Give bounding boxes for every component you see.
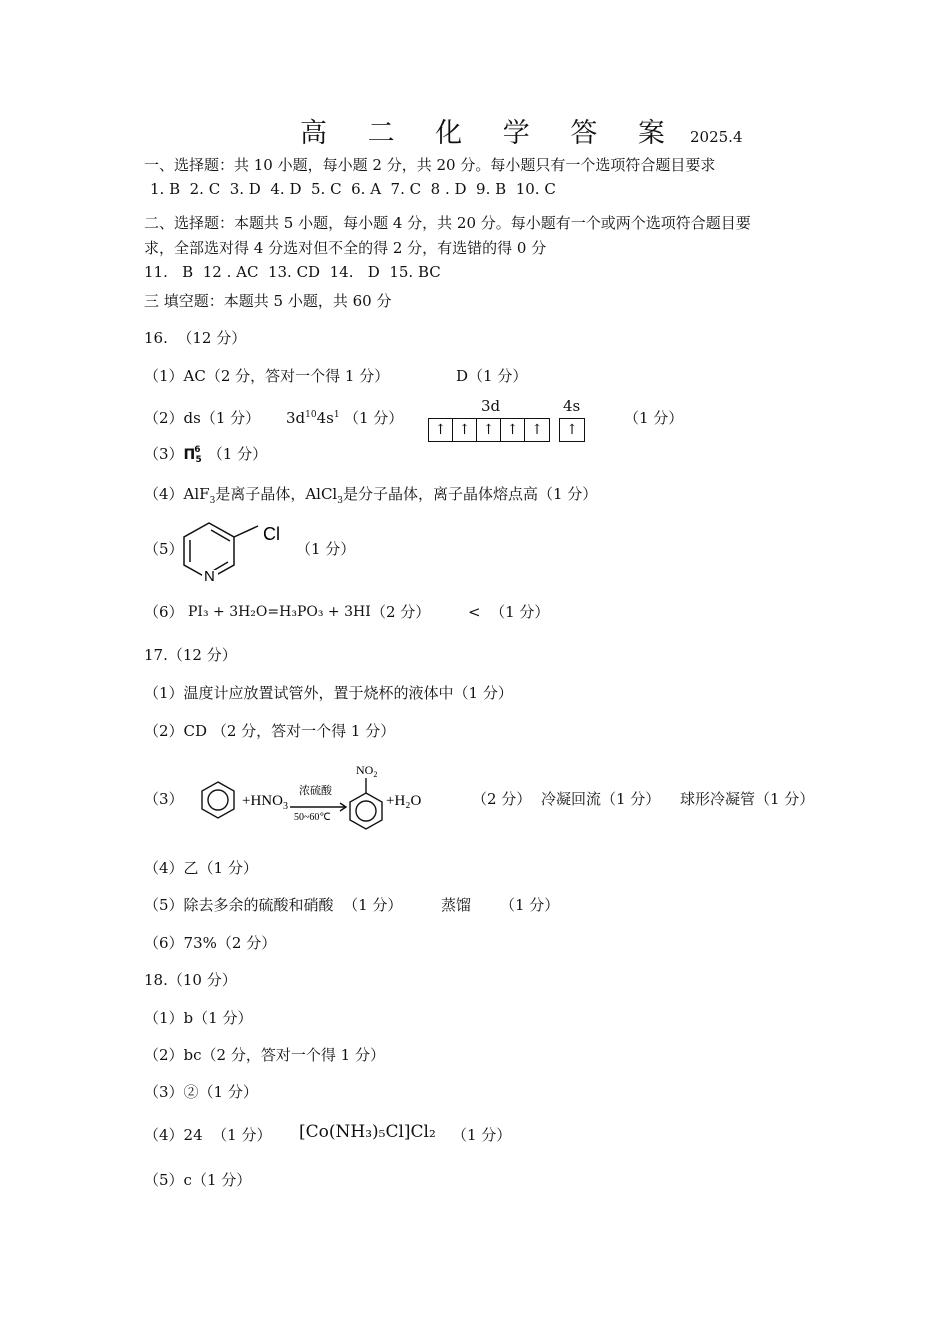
q16-part6-equation: PI₃ + 3H₂O=H₃PO₃ + 3HI [188,604,371,620]
q17-part3-score: （2 分） [472,790,532,808]
q17-part3-prefix: （3） [144,790,184,808]
pi-bond-symbol: $\Pi^6_5$ [183,445,202,465]
orbital-label-3d: 3d [481,397,501,415]
q17-part1: （1）温度计应放置试管外，置于烧杯的液体中（1 分） [144,684,513,702]
q18-part3: （3）②（1 分） [144,1083,258,1101]
q16-part6-prefix: （6） [144,603,184,621]
q17-part4: （4）乙（1 分） [144,859,258,877]
exam-date: 2025.4 [690,128,743,146]
q18-part4-a: （4）24 （1 分） [144,1126,272,1144]
q16-part4: （4）AlF$_3$是离子晶体，AlCl$_3$是分子晶体，离子晶体熔点高（1 分） [144,485,598,506]
q16-electron-config: $3d^{10}4s^1$ [286,409,340,427]
electron-up-arrow-icon: ↑ [501,419,525,441]
orbital-4s-box [559,418,585,442]
q17-part2: （2）CD （2 分，答对一个得 1 分） [144,722,396,740]
q17-part5-a: （5）除去多余的硫酸和硝酸 （1 分） [144,896,403,914]
q16-part3: $(3)\Pi^6_5$ （1 分） [144,445,268,465]
q17-part5-b: 蒸馏 [441,896,472,914]
q16-part5-prefix: （5） [144,540,184,558]
electron-up-arrow-icon: ↑ [477,419,501,441]
q16-part6-score: （2 分） [371,603,431,621]
electron-up-arrow-icon: ↑ [531,422,543,438]
q17-part5-c: （1 分） [500,896,560,914]
q16-part2-c: （1 分） [624,409,684,427]
chloropyridine-structure [180,518,295,586]
section1-heading: 一、选择题：共 10 小题，每小题 2 分，共 20 分。每小题只有一个选项符合题目要求 [144,156,716,174]
orbital-3d-box [428,418,550,442]
q18-part4-score: （1 分） [452,1126,512,1144]
electron-up-arrow-icon: ↑ [453,419,477,441]
q18-part5: （5）c（1 分） [144,1171,252,1189]
q17-header: 17.（12 分） [144,646,237,664]
nitro-group-label: $NO_2$ [356,763,378,779]
page-title: 高 二 化 学 答 案 [300,118,681,149]
q16-part1-a: （1）AC（2 分，答对一个得 1 分） [144,367,390,385]
q16-part1-b: D（1 分） [456,367,528,385]
nitration-reaction-scheme [196,762,440,834]
chlorine-atom-label: Cl [263,524,280,544]
section3-heading: 三 填空题：本题共 5 小题，共 60 分 [144,292,392,310]
catalyst-label: 浓硫酸 [299,784,332,797]
temperature-condition-label: 50~60℃ [294,812,331,823]
q17-part3-b: 冷凝回流（1 分） [541,790,661,808]
q18-header: 18.（10 分） [144,971,237,989]
nitrogen-atom-label: N [204,568,215,585]
q16-part5-score: （1 分） [296,540,356,558]
orbital-label-4s: 4s [563,397,581,415]
electron-up-arrow-icon: ↑ [566,422,578,438]
q16-part6-b: < （1 分） [468,603,550,621]
section2-heading-line2: 求，全部选对得 4 分选对但不全的得 2 分，有选错的得 0 分 [144,239,547,257]
benzene-ring-circle [208,790,228,810]
nitrobenzene-ring-circle [356,801,376,821]
section2-answers: 11. B 12 . AC 13. CD 14. D 15. BC [144,263,441,281]
water-label: +H₂O [386,793,422,809]
q17-part3-c: 球形冷凝管（1 分） [680,790,815,808]
q18-complex-formula: [Co(NH₃)₅Cl]Cl₂ [299,1122,436,1142]
q18-part1: （1）b（1 分） [144,1009,253,1027]
nitrobenzene-ring [350,793,382,829]
section2-heading-line1: 二、选择题：本题共 5 小题，每小题 4 分，共 20 分。每小题有一个或两个选项符合题目要 [144,214,751,232]
q16-part2-score: （1 分） [344,409,404,427]
q16-header: 16. （12 分） [144,329,247,347]
q18-part2: （2）bc（2 分，答对一个得 1 分） [144,1046,385,1064]
section1-answers: 1. B 2. C 3. D 4. D 5. C 6. A 7. C 8 . D 9. B 10. C [150,180,556,198]
benzene-ring [202,782,234,818]
q16-part2-a: （2）ds（1 分） [144,409,261,427]
nitric-acid-label: $+HNO_3$ [242,793,288,812]
electron-up-arrow-icon: ↑ [429,419,453,441]
q17-part6: （6）73%（2 分） [144,934,277,952]
